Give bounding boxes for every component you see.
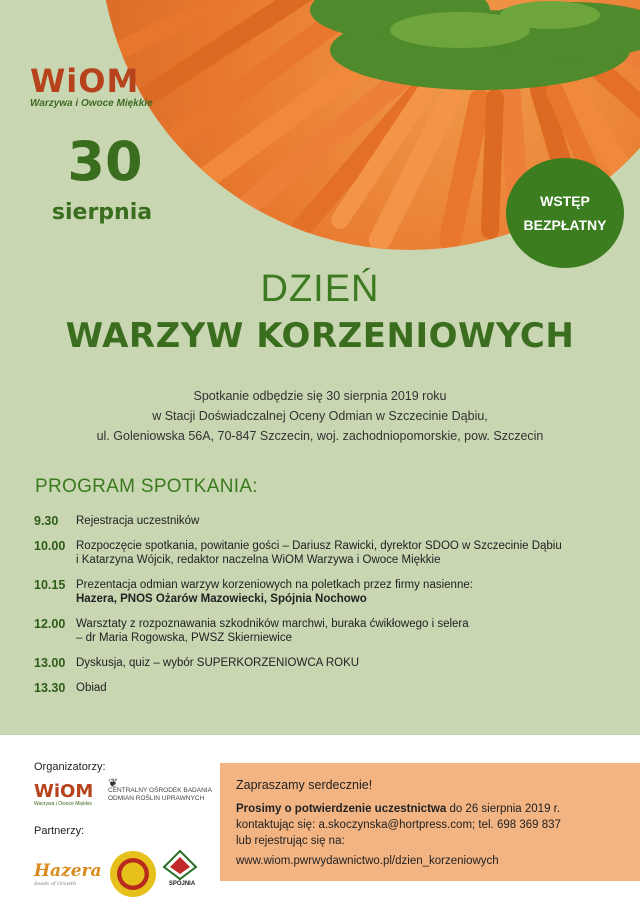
program-time: 10.15: [34, 578, 66, 592]
free-entry-badge: [506, 158, 624, 268]
wiom-small-logo-subtitle: Warzywa i Owoce Miękkie: [34, 801, 93, 807]
hazera-logo: [34, 861, 102, 887]
date-day: 30: [67, 130, 143, 193]
program-desc-line2: Hazera, PNOS Ożarów Mazowiecki, Spójnia Nochowo: [76, 593, 367, 605]
program-desc-line1: Prezentacja odmian warzyw korzeniowych na poletkach przez firmy nasienne:: [76, 579, 473, 591]
program-desc-line1: Rejestracja uczestników: [76, 515, 200, 527]
event-info: [0, 386, 640, 446]
hazera-logo-subtitle: Seeds of Growth: [34, 881, 77, 887]
program-desc: [76, 617, 624, 645]
program-time: 9.30: [34, 514, 59, 528]
badge-line1: WSTĘP: [540, 193, 590, 209]
invite-register: lub rejestrując się na:: [236, 835, 345, 847]
invite-confirm: [236, 801, 628, 817]
info-line3: ul. Goleniowska 56A, 70-847 Szczecin, woj. zachodniopomorskie, pow. Szczecin: [96, 429, 544, 443]
program-desc: [76, 681, 624, 695]
program-time: 13.00: [34, 656, 66, 670]
program-item: [34, 514, 624, 528]
hazera-logo-text: Hazera: [34, 861, 102, 881]
wiom-logo: [30, 64, 165, 109]
program-desc-line1: Dyskusja, quiz – wybór SUPERKORZENIOWCA ROKU: [76, 657, 360, 669]
program-desc: [76, 656, 624, 670]
info-line2: w Stacji Doświadczalnej Oceny Odmian w Szczecinie Dąbiu,: [152, 409, 488, 423]
program-desc-line2: i Katarzyna Wójcik, redaktor naczelna WiOM Warzywa i Owoce Miękkie: [76, 554, 441, 566]
invitation-box: [220, 763, 640, 881]
wiom-logo-text: WiOM: [30, 62, 140, 100]
program-item: [34, 578, 624, 606]
program-desc-line1: Obiad: [76, 682, 107, 694]
cobr-line2: ODMIAN ROŚLIN UPRAWNYCH: [108, 795, 205, 802]
invite-confirm-bold: Prosimy o potwierdzenie uczestnictwa: [236, 803, 447, 815]
program-item: [34, 681, 624, 695]
title-line1: DZIEŃ: [260, 268, 380, 310]
program-list: [34, 514, 624, 706]
spojnia-diamond-icon: [162, 849, 198, 881]
program-desc-line1: Warsztaty z rozpoznawania szkodników marchwi, buraka ćwikłowego i selera: [76, 618, 469, 630]
program-time: 12.00: [34, 617, 66, 631]
cobr-symbol-icon: ❦: [108, 776, 119, 790]
cobr-logo: [108, 776, 228, 803]
ozarow-seal-icon: [110, 851, 156, 897]
program-time: 13.30: [34, 681, 66, 695]
program-time: 10.00: [34, 539, 66, 553]
program-desc: [76, 539, 624, 567]
wiom-small-logo-text: WiOM: [34, 781, 94, 802]
partners-label: Partnerzy:: [34, 825, 85, 837]
program-item: [34, 617, 624, 645]
organizers-label: Organizatorzy:: [34, 761, 106, 773]
spojnia-logo: [162, 849, 198, 893]
invite-heading: Zapraszamy serdecznie!: [236, 778, 373, 792]
program-desc-line1: Rozpoczęcie spotkania, powitanie gości – Dariusz Rawicki, dyrektor SDOO w Szczecinie Dąbiu: [76, 540, 562, 552]
poster-footer: [0, 735, 640, 905]
program-desc: [76, 578, 624, 606]
wiom-small-logo: [34, 783, 93, 807]
info-line1: Spotkanie odbędzie się 30 sierpnia 2019 roku: [193, 389, 447, 403]
wiom-logo-subtitle: Warzywa i Owoce Miękkie: [30, 98, 153, 109]
program-desc: [76, 514, 624, 528]
program-title: PROGRAM SPOTKANIA:: [35, 476, 258, 497]
register-link[interactable]: www.wiom.pwrwydawnictwo.pl/dzien_korzeniowych: [236, 855, 499, 867]
badge-line2: BEZPŁATNY: [523, 217, 607, 233]
title-line2: WARZYW KORZENIOWYCH: [65, 316, 575, 356]
cobr-line1: CENTRALNY OŚRODEK BADANIA: [108, 787, 212, 794]
spojnia-logo-text: SPÓJNIA: [168, 881, 196, 887]
date-month: sierpnia: [51, 200, 153, 225]
invite-confirm-date: do 26 sierpnia 2019 r.: [446, 803, 561, 815]
program-item: [34, 656, 624, 670]
program-item: [34, 539, 624, 567]
program-desc-line2: – dr Maria Rogowska, PWSZ Skierniewice: [76, 632, 293, 644]
invite-contact: kontaktując się: a.skoczynska@hortpress.com; tel. 698 369 837: [236, 819, 561, 831]
